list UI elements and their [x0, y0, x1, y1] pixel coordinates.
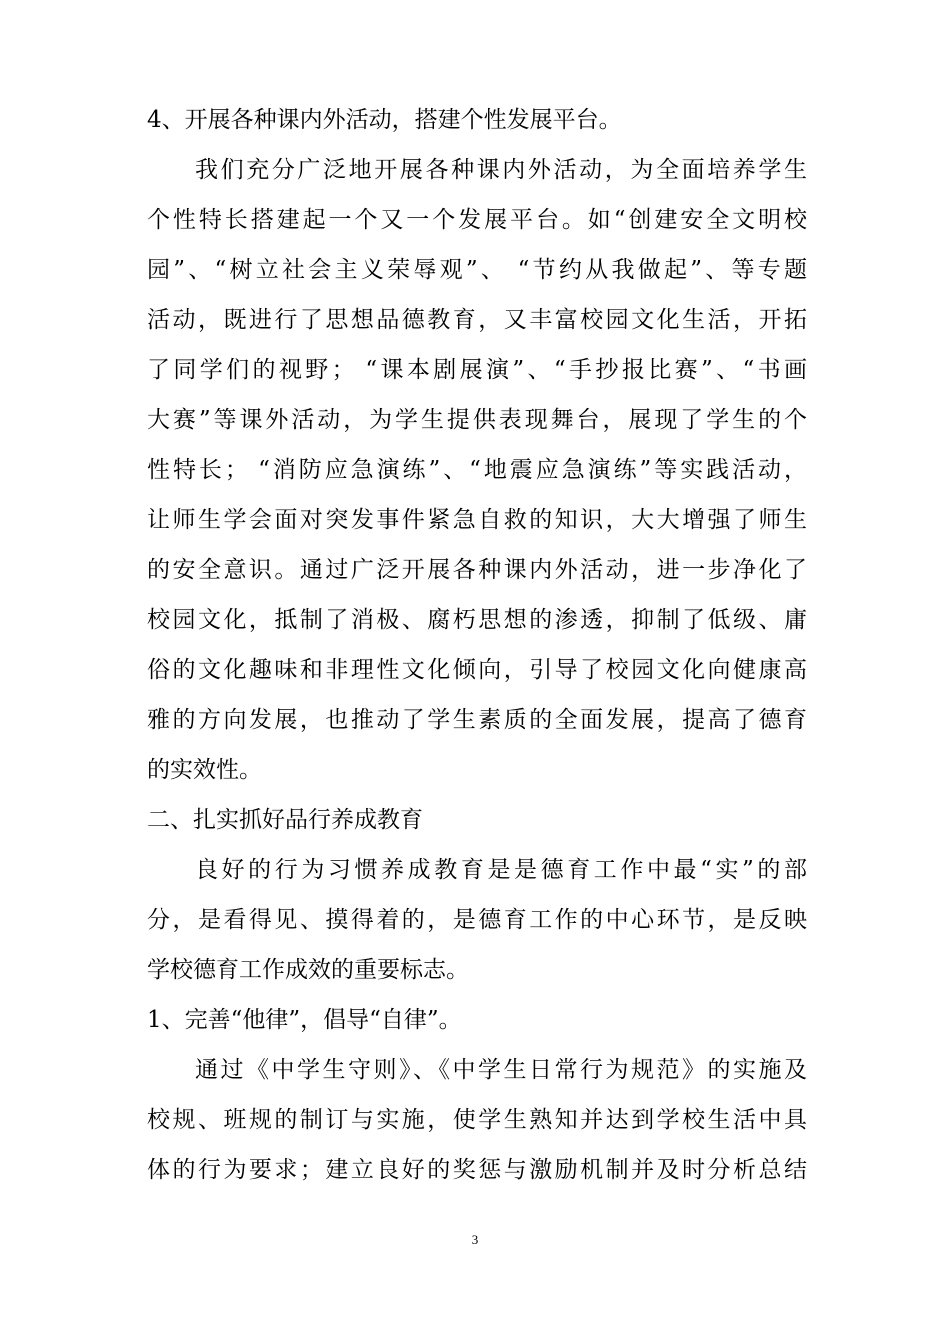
text-line: 1、完善“他律”，倡导“自律”。 — [147, 1007, 462, 1033]
text-line: 的安全意识。通过广泛开展各种课内外活动，进一步净化了 — [147, 557, 807, 583]
text-line: 4、开展各种课内外活动，搭建个性发展平台。 — [147, 107, 622, 133]
text-line: 良好的行为习惯养成教育是是德育工作中最“实”的部 — [195, 857, 807, 883]
text-line: 大赛”等课外活动，为学生提供表现舞台，展现了学生的个 — [147, 407, 807, 433]
text-line: 俗的文化趣味和非理性文化倾向，引导了校园文化向健康高 — [147, 657, 807, 683]
page-number: 3 — [471, 1232, 479, 1247]
text-line: 学校德育工作成效的重要标志。 — [147, 957, 469, 983]
text-line: 让师生学会面对突发事件紧急自救的知识，大大增强了师生 — [147, 507, 807, 533]
text-line: 分，是看得见、摸得着的，是德育工作的中心环节，是反映 — [147, 907, 807, 933]
text-line: 我们充分广泛地开展各种课内外活动，为全面培养学生 — [195, 157, 807, 183]
text-line: 了同学们的视野； “课本剧展演”、“手抄报比赛”、“书画 — [147, 357, 807, 383]
text-line: 性特长； “消防应急演练”、“地震应急演练”等实践活动， — [147, 457, 807, 483]
text-line: 雅的方向发展，也推动了学生素质的全面发展，提高了德育 — [147, 707, 807, 733]
text-line: 园”、“树立社会主义荣辱观”、 “节约从我做起”、等专题 — [147, 257, 807, 283]
text-line: 体的行为要求；建立良好的奖惩与激励机制并及时分析总结 — [147, 1157, 807, 1183]
text-line: 二、扎实抓好品行养成教育 — [147, 807, 423, 833]
text-line: 的实效性。 — [147, 757, 262, 783]
text-line: 校规、班规的制订与实施，使学生熟知并达到学校生活中具 — [147, 1107, 807, 1133]
text-line: 通过《中学生守则》、《中学生日常行为规范》的实施及 — [195, 1057, 807, 1083]
text-line: 活动，既进行了思想品德教育，又丰富校园文化生活，开拓 — [147, 307, 807, 333]
text-line: 校园文化，抵制了消极、腐朽思想的渗透，抑制了低级、庸 — [147, 607, 807, 633]
text-line: 个性特长搭建起一个又一个发展平台。如“创建安全文明校 — [147, 207, 807, 233]
document-body — [147, 95, 807, 1195]
